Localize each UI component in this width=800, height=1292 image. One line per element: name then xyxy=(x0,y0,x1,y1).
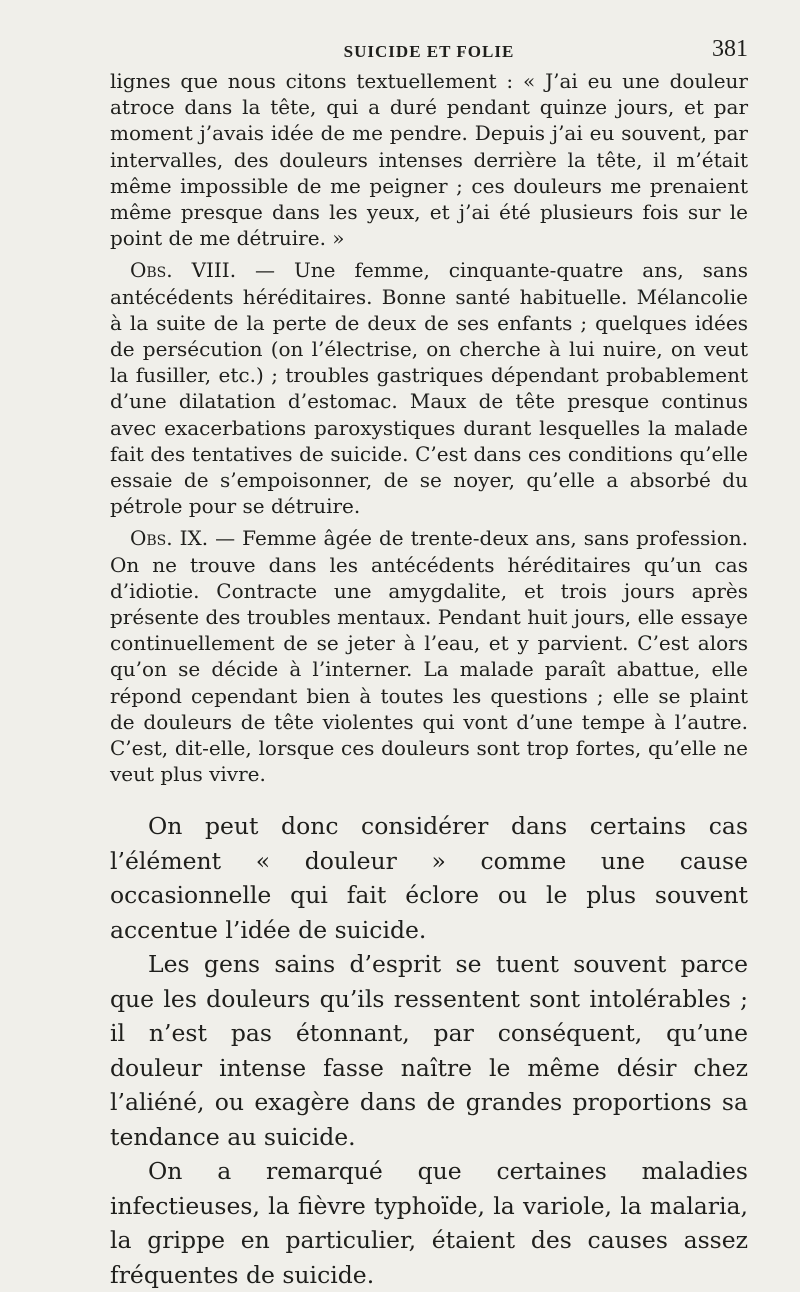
observations-block xyxy=(110,68,748,787)
body-paragraph-gens-sains: Les gens sains d’esprit se tuent souvent parce que les douleurs qu’ils ressentent sont intolérables ; il n’est pas étonnant, par conséquent, qu’une douleur intense fasse naître le même désir chez l’aliéné, ou exagère dans de grandes proportions sa tendance au suicide. xyxy=(110,950,748,1151)
running-title: SUICIDE ET FOLIE xyxy=(343,42,515,61)
observation-viii-text: — Une femme, cinquante-quatre ans, sans antécédents héréditaires. Bonne santé habituelle. Mélancolie à la suite de la perte de deux de ses enfants ; quelques idées de persécution (on l’électrise, on cherche à lui nuire, on veut la fusiller, etc.) ; troubles gastriques dépendant probablement d’une dilatation d’estomac. Maux de tête presque continus avec exacerbations paroxystiques durant lesquelles la malade fait des tentatives de suicide. C’est dans ces conditions qu’elle essaie de s’empoisonner, de se noyer, qu’elle a absorbé du pétrole pour se détruire. xyxy=(110,258,748,519)
observation-ix-label: Obs. IX. xyxy=(130,526,209,551)
page-header xyxy=(110,36,748,68)
quote-paragraph-text: lignes que nous citons textuellement : « J’ai eu une douleur atroce dans la tête, qui a duré pendant quinze jours, et par moment j’avais idée de me pendre. Depuis j’ai eu souvent, par intervalles, des douleurs intenses derrière la tête, il m’était même impossible de me peigner ; ces douleurs me prenaient même presque dans les yeux, et j’ai été plusieurs fois sur le point de me détruire. » xyxy=(110,69,748,251)
body-paragraph-maladies: On a remarqué que certaines maladies infectieuses, la fièvre typhoïde, la variole, la malaria, la grippe en particulier, étaient des causes assez fréquentes de suicide. xyxy=(110,1157,748,1289)
body-paragraph-douleur: On peut donc considérer dans certains cas l’élément « douleur » comme une cause occasionnelle qui fait éclore ou le plus souvent accentue l’idée de suicide. xyxy=(110,812,748,944)
observation-ix xyxy=(110,525,748,787)
observation-viii-label: Obs. VIII. xyxy=(130,258,237,283)
page-number: 381 xyxy=(712,36,748,62)
observation-viii xyxy=(110,257,748,519)
observation-ix-text: — Femme âgée de trente-deux ans, sans profession. On ne trouve dans les antécédents héréditaires qu’un cas d’idiotie. Contracte une amygdalite, et trois jours après présente des troubles mentaux. Pendant huit jours, elle essaye continuellement de se jeter à l’eau, et y parvient. C’est alors qu’on se décide à l’interner. La malade paraît abattue, elle répond cependant bien à toutes les questions ; elle se plaint de douleurs de tête violentes qui vont d’une tempe à l’autre. C’est, dit-elle, lorsque ces douleurs sont trop fortes, qu’elle ne veut plus vivre. xyxy=(110,526,748,787)
quote-paragraph xyxy=(110,68,748,251)
main-text-block xyxy=(110,809,748,1292)
